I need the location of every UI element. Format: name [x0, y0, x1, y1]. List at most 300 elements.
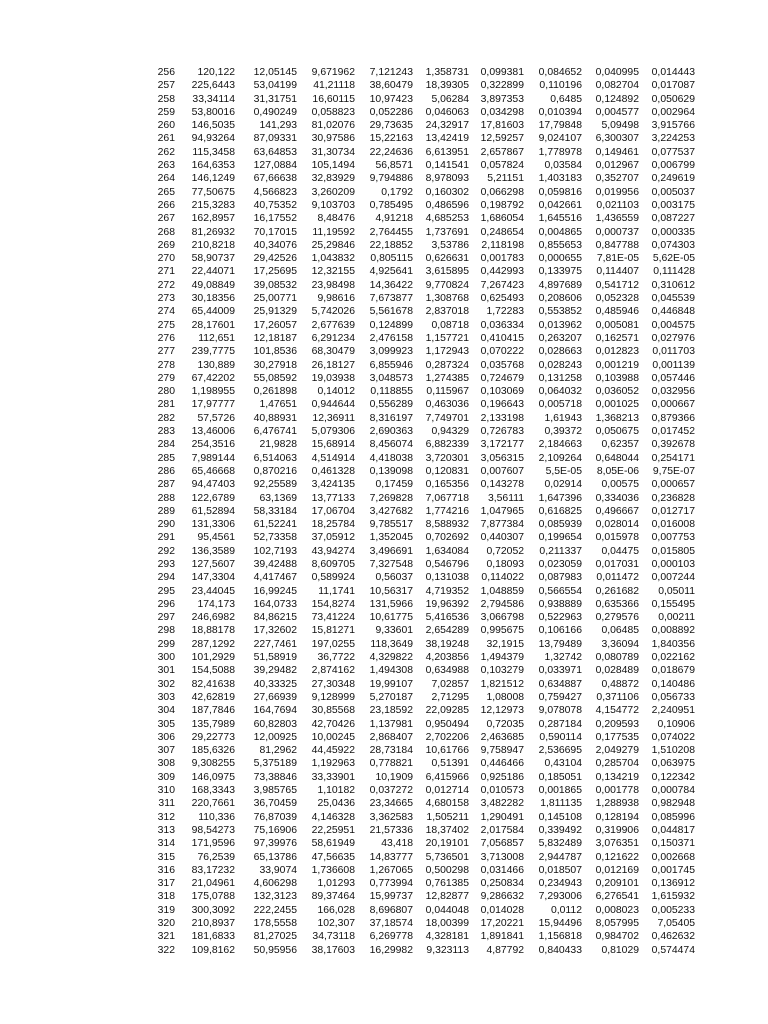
value-cell: 0,198792 [480, 199, 524, 211]
value-cell: 89,37464 [311, 891, 355, 903]
value-cell: 0,995675 [480, 625, 524, 637]
value-cell: 0,310612 [651, 279, 695, 291]
value-cell: 1,156818 [538, 931, 582, 943]
table-row [153, 239, 695, 252]
row-number-cell: 265 [157, 186, 175, 198]
value-cell: 0,018679 [651, 665, 695, 677]
value-cell: 76,87039 [253, 811, 297, 823]
row-number-cell: 276 [157, 332, 175, 344]
value-cell: 28,73184 [369, 745, 413, 757]
table-row [153, 106, 695, 119]
table-row [153, 398, 695, 411]
value-cell: 300,3092 [191, 904, 235, 916]
row-number-cell: 321 [157, 931, 175, 943]
value-cell: 36,7722 [317, 652, 355, 664]
value-cell: 0,052328 [595, 293, 639, 305]
value-cell: 0,759427 [538, 691, 582, 703]
value-cell: 6,269778 [369, 931, 413, 943]
value-cell: 0,0112 [550, 904, 582, 916]
value-cell: 0,847788 [595, 239, 639, 251]
row-number-cell: 322 [157, 944, 175, 956]
value-cell: 0,287184 [538, 718, 582, 730]
table-row [153, 571, 695, 584]
value-cell: 42,70426 [311, 718, 355, 730]
row-number-cell: 284 [157, 439, 175, 451]
value-cell: 2,476158 [369, 332, 413, 344]
value-cell: 61,52894 [191, 505, 235, 517]
value-cell: 3,720301 [425, 452, 469, 464]
value-cell: 17,79848 [538, 120, 582, 132]
value-cell: 40,75352 [253, 199, 297, 211]
table-row [153, 212, 695, 225]
value-cell: 42,62819 [191, 691, 235, 703]
table-row [153, 917, 695, 930]
value-cell: 0,635366 [595, 598, 639, 610]
row-number-cell: 258 [157, 93, 175, 105]
value-cell: 0,00575 [601, 479, 639, 491]
value-cell: 7,05405 [657, 918, 695, 929]
table-row [153, 146, 695, 159]
value-cell: 0,019956 [595, 186, 639, 198]
value-cell: 0,012967 [595, 160, 639, 172]
value-cell: 23,44045 [191, 585, 235, 597]
row-number-cell: 256 [157, 67, 175, 78]
value-cell: 24,32917 [425, 120, 469, 132]
value-cell: 44,45922 [311, 745, 355, 757]
value-cell: 0,000737 [595, 226, 639, 238]
value-cell: 30,18356 [191, 293, 235, 305]
row-number-cell: 261 [157, 133, 175, 145]
value-cell: 4,417467 [253, 572, 297, 584]
table-row [153, 132, 695, 145]
value-cell: 4,566823 [253, 186, 297, 198]
value-cell: 0,461328 [311, 465, 355, 477]
row-number-cell: 316 [157, 864, 175, 876]
value-cell: 0,446848 [651, 306, 695, 318]
row-number-cell: 268 [157, 226, 175, 238]
value-cell: 0,042661 [538, 199, 582, 211]
value-cell: 15,68914 [311, 439, 355, 451]
value-cell: 8,05E-06 [596, 465, 639, 477]
table-row [153, 944, 695, 957]
value-cell: 110,336 [198, 811, 235, 823]
value-cell: 0,522963 [538, 612, 582, 624]
row-number-cell: 285 [157, 452, 175, 464]
value-cell: 0,017087 [651, 80, 695, 92]
value-cell: 7,121243 [369, 67, 413, 78]
value-cell: 0,103279 [480, 665, 524, 677]
value-cell: 32,83929 [311, 173, 355, 185]
row-number-cell: 297 [157, 612, 175, 624]
value-cell: 1,043832 [311, 253, 355, 265]
value-cell: 1,192963 [311, 758, 355, 770]
value-cell: 225,6443 [191, 80, 235, 92]
value-cell: 0,056733 [651, 691, 695, 703]
value-cell: 0,045539 [651, 293, 695, 305]
value-cell: 18,37402 [425, 824, 469, 836]
table-row [153, 172, 695, 185]
value-cell: 9,308255 [191, 758, 235, 770]
value-cell: 0,087983 [538, 572, 582, 584]
value-cell: 14,83777 [369, 851, 413, 863]
table-row [153, 851, 695, 864]
row-number-cell: 289 [157, 505, 175, 517]
value-cell: 0,000667 [651, 399, 695, 411]
value-cell: 0,004575 [651, 319, 695, 331]
value-cell: 5,832489 [538, 838, 582, 850]
value-cell: 0,234943 [538, 878, 582, 890]
value-cell: 87,09331 [253, 133, 297, 145]
value-cell: 30,97586 [311, 133, 355, 145]
value-cell: 38,60479 [369, 80, 413, 92]
row-number-cell: 309 [157, 771, 175, 783]
value-cell: 5,375189 [253, 758, 297, 770]
value-cell: 0,500298 [425, 864, 469, 876]
value-cell: 0,250834 [480, 878, 524, 890]
value-cell: 0,084652 [538, 67, 582, 78]
value-cell: 77,50675 [191, 186, 235, 198]
value-cell: 1,47651 [259, 399, 297, 411]
value-cell: 2,71295 [431, 691, 469, 703]
value-cell: 4,925641 [369, 266, 413, 278]
value-cell: 0,028489 [595, 665, 639, 677]
value-cell: 8,696807 [369, 904, 413, 916]
value-cell: 0,082704 [595, 80, 639, 92]
row-number-cell: 303 [157, 691, 175, 703]
value-cell: 2,702206 [425, 731, 469, 743]
table-row [153, 718, 695, 731]
value-cell: 18,00399 [425, 918, 469, 929]
value-cell: 0,017452 [651, 426, 695, 438]
value-cell: 34,73118 [312, 931, 355, 943]
value-cell: 12,12973 [480, 705, 524, 717]
value-cell: 0,033971 [538, 665, 582, 677]
value-cell: 146,5035 [191, 120, 235, 132]
value-cell: 0,064032 [538, 386, 582, 398]
value-cell: 38,17603 [311, 944, 355, 956]
value-cell: 3,897353 [480, 93, 524, 105]
value-cell: 39,29482 [253, 665, 297, 677]
value-cell: 0,011703 [652, 346, 695, 358]
value-cell: 2,764455 [369, 226, 413, 238]
value-cell: 1,510208 [651, 745, 695, 757]
value-cell: 1,308768 [425, 293, 469, 305]
value-cell: 0,001139 [652, 359, 695, 371]
value-cell: 22,24636 [369, 146, 413, 158]
value-cell: 5,561678 [369, 306, 413, 318]
value-cell: 227,7461 [253, 638, 297, 650]
value-cell: 6,613951 [425, 146, 469, 158]
value-cell: 0,005233 [651, 904, 695, 916]
value-cell: 0,134219 [595, 771, 639, 783]
value-cell: 0,616825 [538, 505, 582, 517]
value-cell: 53,04199 [253, 80, 297, 92]
value-cell: 12,00925 [253, 731, 297, 743]
table-row [153, 66, 695, 79]
value-cell: 6,514063 [253, 452, 297, 464]
value-cell: 164,6353 [191, 160, 235, 172]
value-cell: 20,19101 [425, 838, 469, 850]
value-cell: 12,36911 [312, 412, 355, 424]
value-cell: 73,41224 [311, 612, 355, 624]
value-cell: 2,868407 [369, 731, 413, 743]
value-cell: 181,6833 [191, 931, 235, 943]
value-cell: 0,040995 [595, 67, 639, 78]
table-row [153, 624, 695, 637]
value-cell: 84,86215 [253, 612, 297, 624]
value-cell: 3,362583 [369, 811, 413, 823]
value-cell: 0,000655 [538, 253, 582, 265]
value-cell: 2,654289 [425, 625, 469, 637]
value-cell: 12,82877 [425, 891, 469, 903]
table-row [153, 731, 695, 744]
value-cell: 0,021103 [596, 199, 639, 211]
value-cell: 0,001745 [651, 864, 695, 876]
value-cell: 0,72035 [486, 718, 524, 730]
value-cell: 7,673877 [369, 293, 413, 305]
row-number-cell: 295 [157, 585, 175, 597]
row-number-cell: 310 [157, 785, 175, 797]
value-cell: 0,037272 [369, 785, 413, 797]
row-number-cell: 296 [157, 598, 175, 610]
table-row [153, 438, 695, 451]
value-cell: 0,02914 [544, 479, 582, 491]
table-row [153, 704, 695, 717]
value-cell: 33,34114 [192, 93, 235, 105]
value-cell: 0,050629 [651, 93, 695, 105]
value-cell: 0,034298 [480, 106, 524, 118]
value-cell: 0,139098 [369, 465, 413, 477]
value-cell: 4,418038 [369, 452, 413, 464]
row-number-cell: 312 [157, 811, 175, 823]
value-cell: 101,2929 [191, 652, 235, 664]
row-number-cell: 257 [157, 80, 175, 92]
value-cell: 0,634988 [425, 665, 469, 677]
row-number-cell: 298 [157, 625, 175, 637]
value-cell: 1,32742 [544, 652, 582, 664]
value-cell: 37,05912 [311, 532, 355, 544]
value-cell: 102,7193 [253, 545, 297, 557]
value-cell: 0,008023 [595, 904, 639, 916]
value-cell: 0,371106 [596, 691, 639, 703]
value-cell: 0,319906 [595, 824, 639, 836]
value-cell: 154,5088 [191, 665, 235, 677]
value-cell: 0,028014 [595, 519, 639, 531]
table-row [153, 890, 695, 903]
row-number-cell: 291 [157, 532, 175, 544]
table-row [153, 744, 695, 757]
value-cell: 0,044048 [425, 904, 469, 916]
value-cell: 0,10906 [657, 718, 695, 730]
value-cell: 0,121622 [595, 851, 639, 863]
value-cell: 0,012169 [595, 864, 639, 876]
value-cell: 1,137981 [369, 718, 413, 730]
value-cell: 0,000335 [651, 226, 695, 238]
value-cell: 1,358731 [425, 67, 469, 78]
value-cell: 0,013962 [538, 319, 582, 331]
value-cell: 10,61775 [369, 612, 413, 624]
table-row [153, 93, 695, 106]
value-cell: 0,62357 [601, 439, 639, 451]
value-cell: 0,000657 [651, 479, 695, 491]
value-cell: 0,590114 [539, 731, 582, 743]
value-cell: 2,837018 [425, 306, 469, 318]
row-number-cell: 262 [157, 146, 175, 158]
table-row [153, 585, 695, 598]
value-cell: 22,44071 [191, 266, 235, 278]
value-cell: 210,8218 [191, 239, 235, 251]
value-cell: 67,42202 [191, 372, 235, 384]
value-cell: 75,16906 [253, 824, 297, 836]
value-cell: 9,103703 [311, 199, 355, 211]
value-cell: 0,553852 [538, 306, 582, 318]
value-cell: 4,329822 [369, 652, 413, 664]
value-cell: 63,64853 [253, 146, 297, 158]
value-cell: 0,485946 [595, 306, 639, 318]
table-row [153, 345, 695, 358]
value-cell: 49,08849 [191, 279, 235, 291]
value-cell: 13,77133 [311, 492, 355, 504]
value-cell: 7,293006 [538, 891, 582, 903]
table-row [153, 811, 695, 824]
value-cell: 0,199654 [538, 532, 582, 544]
value-cell: 3,615895 [425, 266, 469, 278]
value-cell: 17,06704 [311, 505, 355, 517]
value-cell: 0,007753 [651, 532, 695, 544]
table-row [153, 651, 695, 664]
value-cell: 2,109264 [538, 452, 582, 464]
value-cell: 58,33184 [253, 505, 297, 517]
value-cell: 0,110196 [539, 80, 582, 92]
value-cell: 0,496667 [595, 505, 639, 517]
value-cell: 0,022162 [651, 652, 695, 664]
value-cell: 43,94274 [311, 545, 355, 557]
value-cell: 109,8162 [191, 944, 235, 956]
value-cell: 7,067718 [425, 492, 469, 504]
value-cell: 1,290491 [480, 811, 524, 823]
value-cell: 0,150371 [651, 838, 695, 850]
value-cell: 0,114022 [481, 572, 524, 584]
value-cell: 2,240951 [651, 705, 695, 717]
value-cell: 25,29846 [311, 239, 355, 251]
value-cell: 8,609705 [311, 558, 355, 570]
value-cell: 7,269828 [369, 492, 413, 504]
value-cell: 65,13786 [253, 851, 297, 863]
value-cell: 0,541712 [595, 279, 639, 291]
value-cell: 17,81603 [480, 120, 524, 132]
value-cell: 2,794586 [480, 598, 524, 610]
value-cell: 3,496691 [369, 545, 413, 557]
value-cell: 0,18093 [486, 558, 524, 570]
value-cell: 210,8937 [191, 918, 235, 929]
row-number-cell: 301 [157, 665, 175, 677]
value-cell: 6,882339 [425, 439, 469, 451]
value-cell: 164,0733 [253, 598, 297, 610]
value-cell: 0,950494 [425, 718, 469, 730]
value-cell: 2,133198 [480, 412, 524, 424]
value-cell: 12,32155 [311, 266, 355, 278]
value-cell: 3,482282 [480, 798, 524, 810]
value-cell: 0,143278 [480, 479, 524, 491]
value-cell: 162,8957 [191, 213, 235, 225]
table-row [153, 824, 695, 837]
table-row [153, 319, 695, 332]
value-cell: 10,56317 [369, 585, 413, 597]
value-cell: 0,103988 [595, 372, 639, 384]
value-cell: 3,915766 [651, 120, 695, 132]
value-cell: 81,2962 [259, 745, 297, 757]
value-cell: 0,133975 [538, 266, 582, 278]
row-number-cell: 305 [157, 718, 175, 730]
value-cell: 120,122 [197, 67, 235, 78]
value-cell: 0,352707 [595, 173, 639, 185]
value-cell: 0,982948 [651, 798, 695, 810]
value-cell: 0,209593 [595, 718, 639, 730]
table-row [153, 757, 695, 770]
value-cell: 1,01293 [317, 878, 355, 890]
value-cell: 1,891841 [480, 931, 524, 943]
value-cell: 0,012717 [651, 505, 695, 517]
value-cell: 57,5726 [197, 412, 235, 424]
value-cell: 4,328181 [425, 931, 469, 943]
value-cell: 27,30348 [311, 678, 355, 690]
value-cell: 0,185051 [538, 771, 582, 783]
value-cell: 38,19248 [425, 638, 469, 650]
value-cell: 1,61943 [544, 412, 582, 424]
value-cell: 0,141541 [425, 160, 469, 172]
value-cell: 0,840433 [538, 944, 582, 956]
value-cell: 0,124892 [595, 93, 639, 105]
table-row [153, 199, 695, 212]
value-cell: 0,115967 [426, 386, 469, 398]
row-number-cell: 317 [157, 878, 175, 890]
row-number-cell: 293 [157, 558, 175, 570]
value-cell: 174,173 [197, 598, 235, 610]
value-cell: 25,0436 [317, 798, 355, 810]
value-cell: 0,410415 [480, 332, 524, 344]
value-cell: 98,54273 [191, 824, 235, 836]
value-cell: 9,128999 [311, 691, 355, 703]
value-cell: 7,749701 [425, 412, 469, 424]
value-cell: 40,33325 [253, 678, 297, 690]
table-row [153, 505, 695, 518]
value-cell: 0,012714 [425, 785, 469, 797]
value-cell: 131,5966 [369, 598, 413, 610]
value-cell: 94,93264 [191, 133, 235, 145]
value-cell: 47,56635 [311, 851, 355, 863]
table-row [153, 226, 695, 239]
row-number-cell: 283 [157, 426, 175, 438]
value-cell: 9,078078 [538, 705, 582, 717]
value-cell: 9,794886 [369, 173, 413, 185]
value-cell: 0,625493 [480, 293, 524, 305]
value-cell: 0,015978 [595, 532, 639, 544]
value-cell: 168,3343 [191, 785, 235, 797]
value-cell: 197,0255 [311, 638, 355, 650]
value-cell: 0,001865 [538, 785, 582, 797]
value-cell: 4,897689 [538, 279, 582, 291]
value-cell: 36,70459 [253, 798, 297, 810]
value-cell: 0,046063 [425, 106, 469, 118]
value-cell: 0,000784 [651, 785, 695, 797]
row-number-cell: 294 [157, 572, 175, 584]
value-cell: 0,05011 [658, 585, 695, 597]
value-cell: 10,61766 [425, 745, 469, 757]
value-cell: 147,3304 [191, 572, 235, 584]
table-body [153, 66, 695, 957]
value-cell: 13,42419 [425, 133, 469, 145]
table-row [153, 545, 695, 558]
